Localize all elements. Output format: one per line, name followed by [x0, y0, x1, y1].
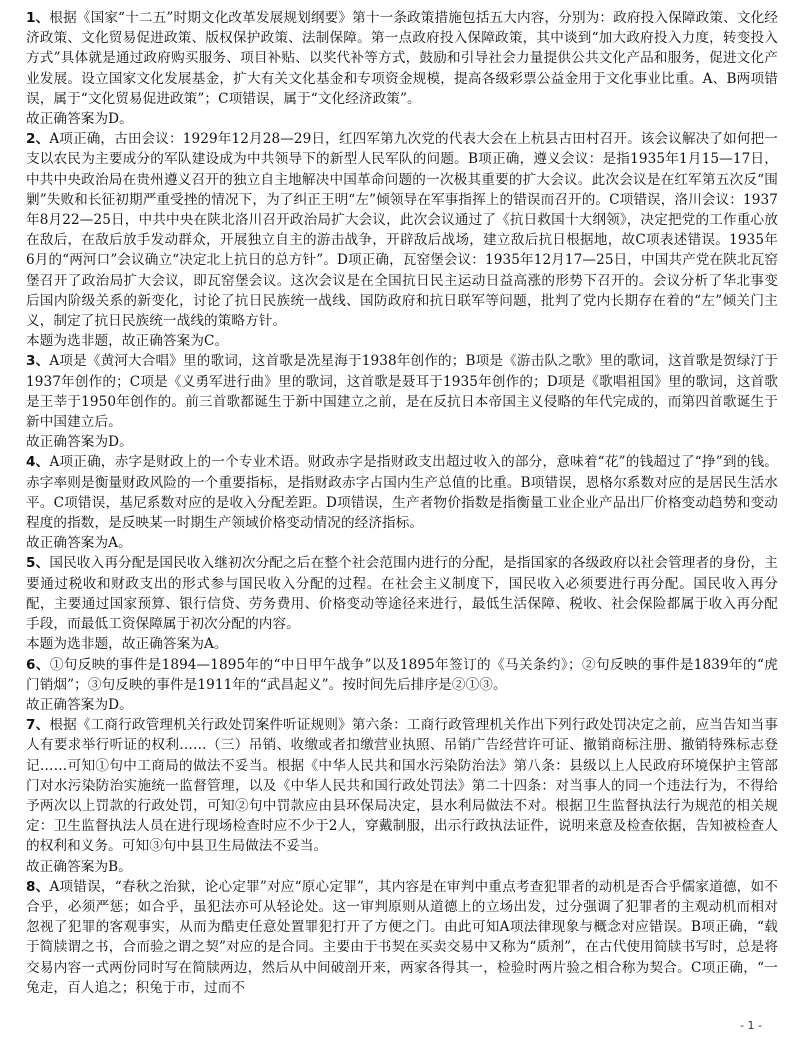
explanation-paragraph [26, 715, 778, 856]
correct-answer-line: 故正确答案为D。 [26, 111, 133, 128]
item-number: 7、 [26, 717, 50, 734]
correct-answer-line: 故正确答案为A。 [26, 535, 132, 552]
correct-answer-line: 本题为选非题，故正确答案为C。 [26, 333, 229, 350]
explanation-text: ①句反映的事件是1894—1895年的“中日甲午战争”以及1895年签订的《马关条约》；②句反映的事件是1839年的“虎门销烟”；③句反映的事件是1911年的“武昌起义”。按时间先后排序是②①③。 [26, 656, 778, 693]
answer-explanation-item [26, 351, 778, 452]
explanation-paragraph [26, 553, 778, 634]
explanation-paragraph [26, 351, 778, 432]
item-number: 6、 [26, 656, 50, 673]
answer-explanation-item [26, 452, 778, 553]
correct-answer-line: 故正确答案为D。 [26, 434, 133, 451]
answer-explanation-item [26, 553, 778, 654]
explanation-paragraph [26, 655, 778, 695]
explanation-paragraph [26, 452, 778, 533]
explanation-paragraph [26, 8, 778, 109]
item-number: 4、 [26, 454, 50, 471]
explanation-text: A项正确，古田会议：1929年12月28—29日，红四军第九次党的代表大会在上杭县古田村召开。该会议解决了如何把一支以农民为主要成分的军队建设成为中共领导下的新型人民军队的问题。B项正确，遵义会议：是指1935年1月15—17日，中共中央政治局在贵州遵义召开的独立自主地解决中国革命问题的一次极其重要的扩大会议。此次会议是在红军第五次反“围剿”失败和长征初期严重受挫的情况下，为了纠正王明“左”倾领导在军事指挥上的错误而召开的。C项错误，洛川会议：1937年8月22—25日，中共中央在陕北洛川召开政治局扩大会议，此次会议通过了《抗日救国十大纲领》，决定把党的工作重心放在敌后，在敌后放手发动群众，开展独立自主的游击战争，开辟敌后战场，建立敌后抗日根据地，故C项表述错误。1935年6月的“两河口”会议确立“决定北上抗日的总方针”。D项正确，瓦窑堡会议：1935年12月17—25日，中国共产党在陕北瓦窑堡召开了政治局扩大会议，即瓦窑堡会议。这次会议是在全国抗日民主运动日益高涨的形势下召开的。会议分析了华北事变后国内阶级关系的新变化，讨论了抗日民族统一战线、国防政府和抗日联军等问题，批判了党内长期存在着的“左”倾关门主义，制定了抗日民族统一战线的策略方针。 [26, 131, 778, 330]
answer-explanation-item [26, 877, 778, 998]
explanation-text: 根据《国家“十二五”时期文化改革发展规划纲要》第十一条政策措施包括五大内容，分别为：政府投入保障政策、文化经济政策、文化贸易促进政策、版权保护政策、法制保障。第一点政府投入保障政策，其中谈到“加大政府投入力度，转变投入方式”具体就是通过政府购买服务、项目补贴、以奖代补等方式，鼓励和引导社会力量提供公共文化产品和服务，促进文化产业发展。设立国家文化发展基金，扩大有关文化基金和专项资金规模，提高各级彩票公益金用于文化事业比重。A、B两项错误，属于“文化贸易促进政策”；C项错误，属于“文化经济政策”。 [26, 10, 778, 107]
item-number: 2、 [26, 131, 50, 148]
correct-answer-line: 故正确答案为B。 [26, 858, 132, 875]
correct-answer-line: 本题为选非题，故正确答案为A。 [26, 636, 228, 653]
explanation-text: 根据《工商行政管理机关行政处罚案件听证规则》第六条：工商行政管理机关作出下列行政处罚决定之前，应当告知当事人有要求举行听证的权利……（三）吊销、收缴或者扣缴营业执照、吊销广告经营许可证、撤销商标注册、撤销特殊标志登记……可知①句中工商局的做法不妥当。根据《中华人民共和国水污染防治法》第八条：县级以上人民政府环境保护主管部门对水污染防治实施统一监督管理，以及《中华人民共和国行政处罚法》第二十四条：对当事人的同一个违法行为，不得给予两次以上罚款的行政处罚，可知②句中罚款应由县环保局决定，县水利局做法不对。根据卫生监督执法行为规范的相关规定：卫生监督执法人员在进行现场检查时应不少于2人，穿戴制服，出示行政执法证件，说明来意及检查依据，告知被检查人的权利和义务。可知③句中县卫生局做法不妥当。 [26, 717, 778, 855]
explanation-text: A项是《黄河大合唱》里的歌词，这首歌是冼星海于1938年创作的；B项是《游击队之歌》里的歌词，这首歌是贺绿汀于1937年创作的；C项是《义勇军进行曲》里的歌词，这首歌是聂耳于1935年创作的；D项是《歌唱祖国》里的歌词，这首歌是王莘于1950年创作的。前三首歌都诞生于新中国建立之前，是在反抗日本帝国主义侵略的年代完成的，而第四首歌诞生于新中国建立后。 [26, 353, 778, 431]
explanation-paragraph [26, 877, 778, 998]
explanation-text: A项正确，赤字是财政上的一个专业术语。财政赤字是指财政支出超过收入的部分，意味着“花”的钱超过了“挣”到的钱。赤字率则是衡量财政风险的一个重要指标，是指财政赤字占国内生产总值的比重。B项错误，恩格尔系数对应的是居民生活水平。C项错误，基尼系数对应的是收入分配差距。D项错误，生产者物价指数是指衡量工业企业产品出厂价格变动趋势和变动程度的指数，是反映某一时期生产领域价格变动情况的经济指标。 [26, 454, 778, 532]
answer-explanation-item [26, 655, 778, 716]
answer-explanation-item [26, 129, 778, 351]
explanation-text: 国民收入再分配是国民收入继初次分配之后在整个社会范围内进行的分配，是指国家的各级政府以社会管理者的身份，主要通过税收和财政支出的形式参与国民收入分配的过程。在社会主义制度下，国民收入必须要进行再分配。国民收入再分配，主要通过国家预算、银行信贷、劳务费用、价格变动等途径来进行，最低生活保障、税收、社会保险都属于收入再分配手段，而最低工资保障属于初次分配的内容。 [26, 555, 778, 633]
explanation-paragraph [26, 129, 778, 331]
answer-explanation-item [26, 8, 778, 129]
explanation-text: A项错误，“春秋之治狱，论心定罪”对应“原心定罪”，其内容是在审判中重点考查犯罪者的动机是否合乎儒家道德，如不合乎，必须严惩；如合乎，虽犯法亦可从轻论处。这一审判原则从道德上的立场出发，过分强调了犯罪者的主观动机而相对忽视了犯罪的客观事实，从而为酷吏任意处置罪犯打开了方便之门。由此可知A项法律现象与概念对应错误。B项正确，“载于简牍谓之书，合而验之谓之契”对应的是合同。主要由于书契在买卖交易中又称为“质剂”，在古代使用简牍书写时，总是将交易内容一式两份同时写在简牍两边，然后从中间破剖开来，两家各得其一，检验时两片验之相合称为契合。C项正确，“一兔走，百人追之；积兔于市，过而不 [26, 878, 778, 996]
answer-explanation-item [26, 715, 778, 877]
correct-answer-line: 故正确答案为D。 [26, 696, 133, 713]
document-body [26, 8, 778, 998]
item-number: 8、 [26, 878, 50, 895]
item-number: 1、 [26, 10, 50, 26]
page-number: - 1 - [740, 1019, 762, 1032]
item-number: 5、 [26, 555, 50, 572]
item-number: 3、 [26, 353, 50, 370]
